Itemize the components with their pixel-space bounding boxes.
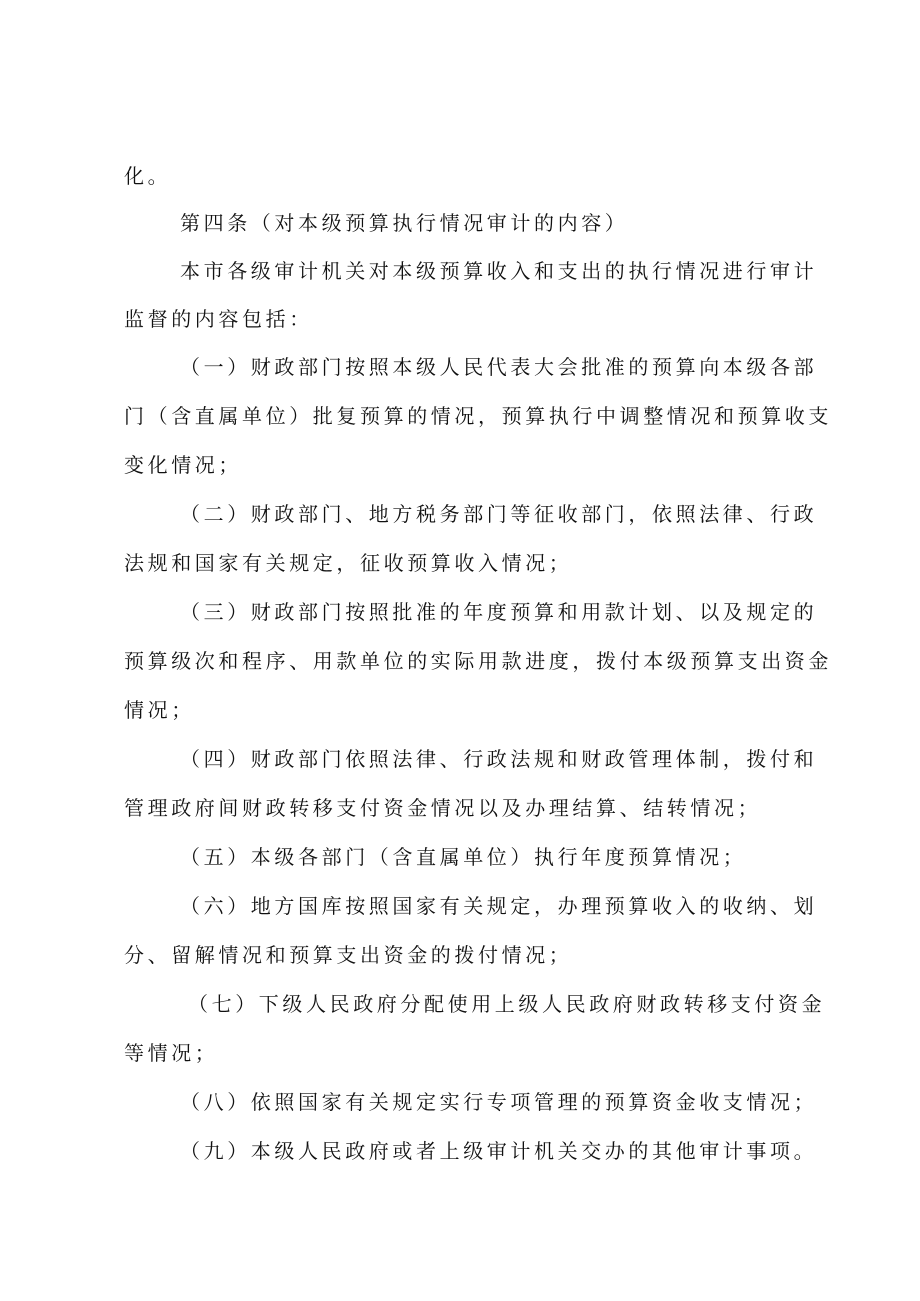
article-heading: 第四条（对本级预算执行情况审计的内容） xyxy=(180,211,629,235)
list-item-4-line: 管理政府间财政转移支付资金情况以及办理结算、结转情况； xyxy=(124,796,762,820)
list-item-4-line: （四）财政部门依照法律、行政法规和财政管理体制，拨付和 xyxy=(180,747,818,771)
list-item-2-line: （二）财政部门、地方税务部门等征收部门，依照法律、行政 xyxy=(180,502,818,526)
list-item-1-line: 变化情况； xyxy=(124,453,242,477)
text-line-continuation: 化。 xyxy=(124,164,172,188)
list-item-7-line: （七）下级人民政府分配使用上级人民政府财政转移支付资金 xyxy=(188,992,826,1016)
paragraph-line: 监督的内容包括： xyxy=(124,307,313,331)
list-item-6-line: （六）地方国库按照国家有关规定，办理预算收入的收纳、划 xyxy=(180,894,818,918)
list-item-3-line: （三）财政部门按照批准的年度预算和用款计划、以及规定的 xyxy=(180,600,818,624)
list-item-7-line: 等情况； xyxy=(124,1041,219,1065)
list-item-8-line: （八）依照国家有关规定实行专项管理的预算资金收支情况； xyxy=(180,1090,818,1114)
list-item-1-line: 门（含直属单位）批复预算的情况，预算执行中调整情况和预算收支 xyxy=(124,404,832,428)
list-item-1-line: （一）财政部门按照本级人民代表大会批准的预算向本级各部 xyxy=(180,355,818,379)
paragraph-line: 本市各级审计机关对本级预算收入和支出的执行情况进行审计 xyxy=(180,259,818,283)
list-item-2-line: 法规和国家有关规定，征收预算收入情况； xyxy=(124,551,573,575)
list-item-9-line: （九）本级人民政府或者上级审计机关交办的其他审计事项。 xyxy=(180,1139,818,1163)
list-item-3-line: 情况； xyxy=(124,698,195,722)
list-item-3-line: 预算级次和程序、用款单位的实际用款进度，拨付本级预算支出资金 xyxy=(124,649,832,673)
list-item-6-line: 分、留解情况和预算支出资金的拨付情况； xyxy=(124,943,573,967)
list-item-5-line: （五）本级各部门（含直属单位）执行年度预算情况； xyxy=(180,845,747,869)
